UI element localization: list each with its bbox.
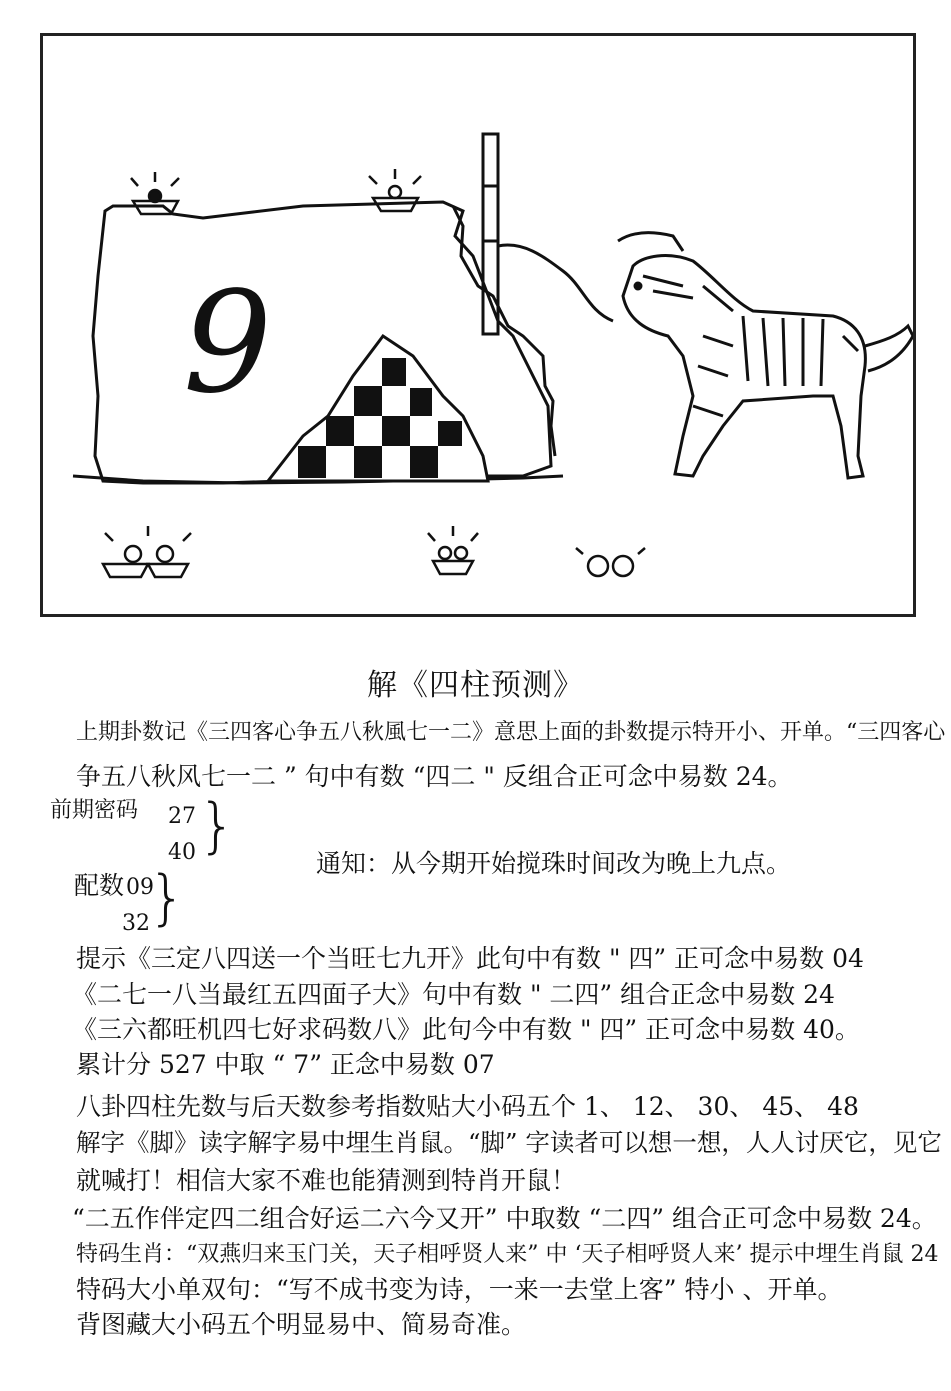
previous-code-value-1: 27 bbox=[168, 804, 196, 829]
pair-number-1: 09 bbox=[126, 875, 154, 900]
hint-line-9: 特码生肖：“双燕归来玉门关，天子相呼贤人来” 中 ‘天子相呼贤人来’ 提示中埋生肖鼠 24 bbox=[76, 1242, 939, 1267]
checkered-cave-icon bbox=[268, 336, 488, 481]
zebra-icon bbox=[618, 233, 913, 478]
hint-line-7: 就喊打！相信大家不难也能猜测到特肖开鼠！ bbox=[76, 1166, 577, 1195]
rope bbox=[498, 245, 613, 321]
hint-line-6: 解字《脚》读字解字易中埋生肖鼠。“脚” 字读者可以想一想，人人讨厌它，见它 bbox=[76, 1128, 942, 1157]
hint-line-11: 背图藏大小码五个明显易中、简易奇准。 bbox=[76, 1310, 527, 1339]
previous-code-value-2: 40 bbox=[168, 840, 196, 865]
illustration bbox=[43, 36, 913, 614]
hint-line-5: 八卦四柱先数与后天数参考指数贴大小码五个 1、 12、 30、 45、 48 bbox=[76, 1092, 859, 1121]
previous-code-brace: } bbox=[198, 791, 237, 861]
pair-number-2: 32 bbox=[122, 911, 150, 936]
hint-line-3: 《三六都旺机四七好求码数八》此句今中有数 " 四” 正可念中易数 40。 bbox=[72, 1015, 860, 1044]
notice: 通知：从今期开始搅珠时间改为晚上九点。 bbox=[316, 849, 792, 878]
hint-line-10: 特码大小单双句：“写不成书变为诗，一来一去堂上客” 特小 、开单。 bbox=[76, 1275, 843, 1304]
ground-ingots bbox=[103, 526, 645, 577]
digit-nine: 9 bbox=[183, 262, 273, 425]
hint-line-1: 提示《三定八四送一个当旺七九开》此句中有数 " 四” 正可念中易数 04 bbox=[76, 944, 864, 973]
hint-line-8: “二五作伴定四二组合好运二六今又开” 中取数 “二四” 组合正可念中易数 24。 bbox=[72, 1204, 937, 1233]
paragraph-line-1: 上期卦数记《三四客心争五八秋風七一二》意思上面的卦数提示特开小、开单。“三四客心 bbox=[76, 720, 946, 745]
pair-numbers-label: 配数 bbox=[74, 871, 125, 900]
pair-numbers-brace: } bbox=[148, 863, 187, 933]
previous-code-label: 前期密码 bbox=[50, 798, 139, 823]
hint-line-4: 累计分 527 中取 “ 7” 正念中易数 07 bbox=[76, 1050, 495, 1079]
paragraph-line-2: 争五八秋风七一二 ” 句中有数 “四二 " 反组合正可念中易数 24。 bbox=[76, 762, 793, 791]
illustration-frame bbox=[40, 33, 916, 617]
page-title: 解《四柱预测》 bbox=[367, 668, 584, 703]
hint-line-2: 《二七一八当最红五四面子大》句中有数 " 二四” 组合正念中易数 24 bbox=[72, 980, 835, 1009]
ingot-icon bbox=[131, 169, 421, 214]
